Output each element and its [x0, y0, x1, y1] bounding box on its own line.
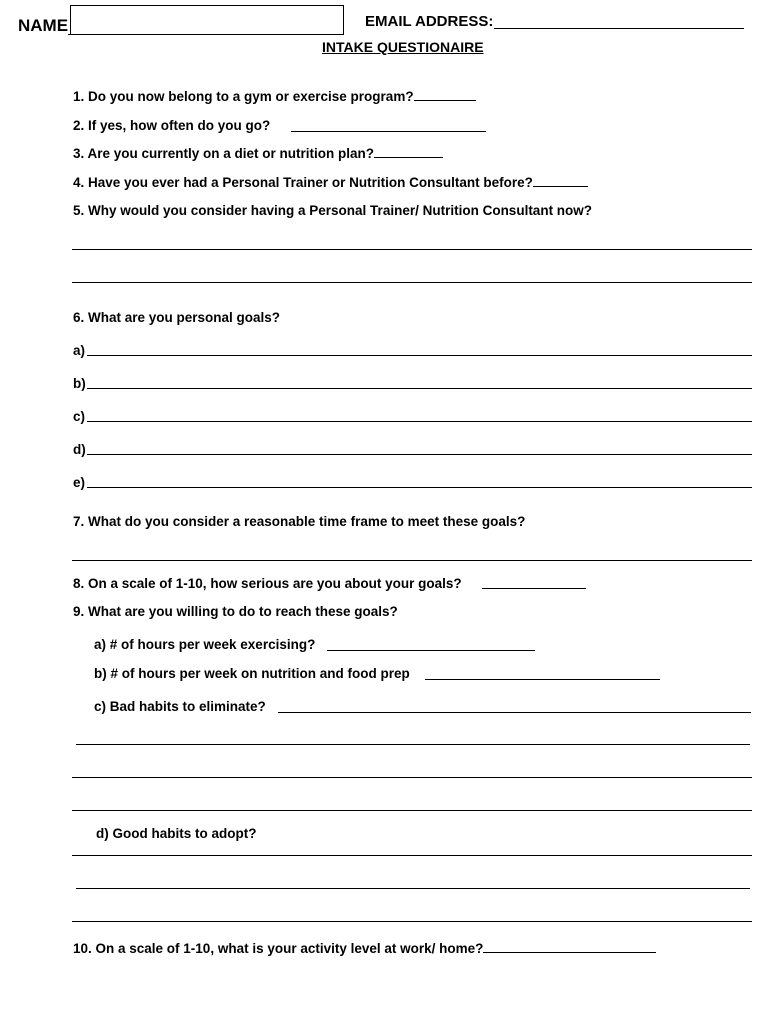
- answer-4-field[interactable]: [533, 175, 588, 187]
- name-label: NAME: [18, 16, 69, 35]
- answer-7-field[interactable]: [72, 560, 752, 561]
- goal-c-label: c): [73, 409, 86, 424]
- goal-b-field[interactable]: [87, 388, 752, 389]
- question-9b: b) # of hours per week on nutrition and food prep: [94, 666, 410, 681]
- question-8-text: 8. On a scale of 1-10, how serious are you about your goals?: [73, 576, 462, 591]
- answer-2-field[interactable]: [291, 131, 486, 132]
- email-field[interactable]: [494, 28, 744, 29]
- question-9a: a) # of hours per week exercising?: [94, 637, 316, 652]
- answer-9c-field[interactable]: [278, 712, 751, 713]
- answer-9c-line-3[interactable]: [72, 777, 752, 778]
- answer-3-field[interactable]: [374, 146, 443, 158]
- answer-9c-line-2[interactable]: [76, 744, 750, 745]
- question-9d: d) Good habits to adopt?: [96, 826, 257, 841]
- question-8: [73, 576, 462, 592]
- goal-c-field[interactable]: [87, 421, 752, 422]
- goal-d-label: d): [73, 442, 86, 457]
- name-underline: [68, 34, 344, 35]
- answer-10-field[interactable]: [483, 941, 656, 953]
- answer-9d-line-3[interactable]: [72, 921, 752, 922]
- answer-9a-field[interactable]: [327, 650, 535, 651]
- question-9c: c) Bad habits to eliminate?: [94, 699, 266, 714]
- question-1: [73, 89, 476, 105]
- question-9: 9. What are you willing to do to reach these goals?: [73, 604, 398, 619]
- goal-e-field[interactable]: [87, 487, 752, 488]
- question-5: 5. Why would you consider having a Personal Trainer/ Nutrition Consultant now?: [73, 203, 593, 218]
- answer-8-field[interactable]: [482, 588, 586, 589]
- question-10-text: 10. On a scale of 1-10, what is your activity level at work/ home?: [73, 941, 484, 956]
- answer-9b-field[interactable]: [425, 679, 660, 680]
- answer-5-line-1[interactable]: [72, 249, 752, 250]
- goal-a-field[interactable]: [87, 355, 752, 356]
- goal-d-field[interactable]: [87, 454, 752, 455]
- answer-9d-line-1[interactable]: [72, 855, 752, 856]
- goal-e-label: e): [73, 475, 86, 490]
- question-6: 6. What are you personal goals?: [73, 310, 281, 325]
- email-label: EMAIL ADDRESS:: [365, 13, 494, 30]
- answer-9c-line-4[interactable]: [72, 810, 752, 811]
- answer-5-line-2[interactable]: [72, 282, 752, 283]
- name-field[interactable]: [70, 5, 344, 35]
- answer-1-field[interactable]: [414, 89, 476, 101]
- question-10: [73, 941, 656, 957]
- question-4: [73, 175, 588, 191]
- goal-b-label: b): [73, 376, 86, 391]
- question-3: [73, 146, 443, 162]
- question-2-text: 2. If yes, how often do you go?: [73, 118, 271, 133]
- question-3-text: 3. Are you currently on a diet or nutrition plan?: [73, 146, 375, 161]
- goal-a-label: a): [73, 343, 86, 358]
- question-2: [73, 118, 270, 134]
- form-title: INTAKE QUESTIONAIRE: [322, 39, 484, 55]
- question-4-text: 4. Have you ever had a Personal Trainer or Nutrition Consultant before?: [73, 175, 533, 190]
- answer-9d-line-2[interactable]: [76, 888, 750, 889]
- question-7: 7. What do you consider a reasonable time frame to meet these goals?: [73, 514, 526, 529]
- question-1-text: 1. Do you now belong to a gym or exercise program?: [73, 89, 414, 104]
